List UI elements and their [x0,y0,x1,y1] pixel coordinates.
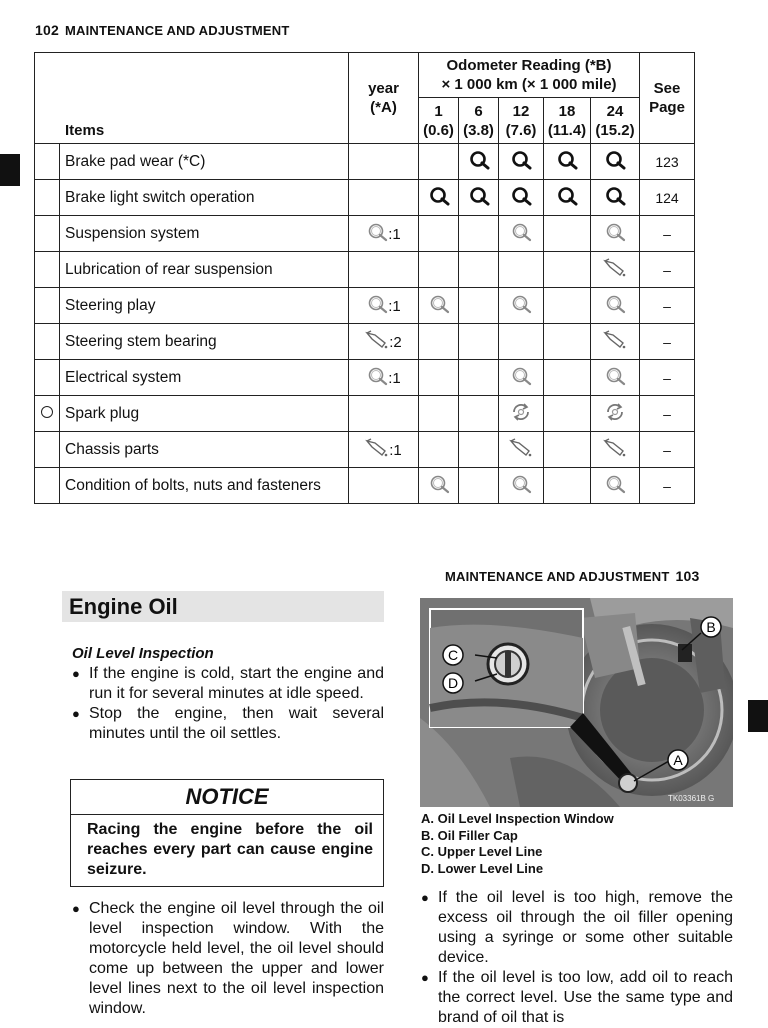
table-row [35,216,695,252]
thumb-tab-right [748,700,768,732]
interval-cell-2 [459,288,499,324]
label-a-text: A [673,752,683,768]
interval-cell-2 [459,144,499,180]
interval-cell-5 [591,432,640,468]
interval-cell-4 [544,216,591,252]
year-interval: :1 [388,369,401,387]
interval-cell-4 [544,324,591,360]
see-page-cell: – [640,396,695,432]
inspect-icon [510,366,532,386]
inspect-bold-icon [468,150,490,170]
year-header-text: year (*A) [368,80,399,116]
interval-cell-3 [499,180,544,216]
inspect-icon [510,294,532,314]
interval-cell-2 [459,324,499,360]
interval-km: 18 [558,102,576,120]
year-interval: :2 [389,333,402,351]
table-row [35,288,695,324]
interval-km: 24 [606,102,624,120]
table-row [35,468,695,504]
table-row [35,252,695,288]
row-marker-cell [35,324,60,360]
year-cell [349,216,419,252]
interval-mile: (0.6) [423,121,454,139]
interval-cell-3 [499,216,544,252]
see-page-cell: – [640,288,695,324]
row-marker-cell [35,396,60,432]
step-item: ● Check the engine oil level through the oil level inspection window. With the motorcycle held level, the oil level should come up between the upper and lower level lines next to the oil level inspection window. [72,899,384,1019]
running-title-bottom: MAINTENANCE AND ADJUSTMENT [445,569,670,584]
interval-cell-4 [544,144,591,180]
label-d-text: D [447,675,459,691]
inspect-bold-icon [510,186,532,206]
interval-cell-3 [499,252,544,288]
see-page-text: See Page [649,80,685,116]
interval-cell-2 [459,432,499,468]
see-page-cell: – [640,252,695,288]
item-name: Brake light switch operation [60,180,349,216]
item-name: Chassis parts [60,432,349,468]
interval-cell-1 [419,216,459,252]
interval-cell-1 [419,468,459,504]
table-row [35,324,695,360]
interval-km: 1 [434,102,443,120]
item-name: Suspension system [60,216,349,252]
interval-mile: (11.4) [547,121,587,139]
interval-cell-5 [591,252,640,288]
interval-cell-4 [544,396,591,432]
interval-cell-1 [419,360,459,396]
interval-km: 12 [512,102,530,120]
table-row [35,396,695,432]
table-row [35,180,695,216]
running-title-top: MAINTENANCE AND ADJUSTMENT [64,23,290,38]
interval-cell-3 [499,288,544,324]
lubricate-icon [603,258,627,278]
notice-box [70,779,384,887]
interval-cell-5 [591,216,640,252]
interval-header-5 [591,98,640,144]
page-number-top: 102 [35,22,59,38]
interval-cell-3 [499,396,544,432]
caption-item: A. Oil Level Inspection Window [421,811,614,826]
odometer-unit: × 1 000 km (× 1 000 mile) [441,76,617,93]
maintenance-table [34,52,695,504]
year-header [349,53,419,144]
year-cell [349,360,419,396]
inspect-bold-icon [510,150,532,170]
inspect-icon [604,474,626,494]
interval-cell-1 [419,324,459,360]
interval-cell-1 [419,432,459,468]
interval-cell-5 [591,324,640,360]
page-number-bottom: 103 [675,568,700,584]
year-interval: :1 [388,297,401,315]
engine-photo-illustration [420,598,733,807]
lubricate-icon [603,438,627,458]
interval-cell-4 [544,360,591,396]
item-name: Spark plug [60,396,349,432]
row-marker-cell [35,180,60,216]
interval-header-3 [499,98,544,144]
items-header: Items [35,53,349,144]
caption-item: B. Oil Filler Cap [421,827,518,843]
inspect-icon [604,222,626,242]
label-b-text: B [706,619,716,635]
step-item: ● If the oil level is too high, remove the excess oil through the oil filler opening using a syringe or some other suitable device. [421,888,733,968]
photo-label-c [443,645,463,665]
interval-cell-4 [544,432,591,468]
interval-cell-5 [591,180,640,216]
interval-cell-4 [544,288,591,324]
interval-cell-4 [544,180,591,216]
see-page-cell: 123 [640,144,695,180]
row-marker-cell [35,144,60,180]
see-page-header [640,53,695,144]
photo-label-a [668,750,688,770]
label-c-text: C [447,647,459,663]
inspect-icon [428,474,450,494]
interval-cell-3 [499,144,544,180]
inspect-bold-icon [604,150,626,170]
oil-level-photo [420,598,733,807]
see-page-cell: – [640,324,695,360]
interval-mile: (15.2) [595,121,635,139]
lubricate-icon [603,330,627,350]
interval-cell-3 [499,324,544,360]
check-steps-list [72,899,384,1019]
table-row [35,432,695,468]
item-name: Lubrication of rear suspension [60,252,349,288]
year-interval: :1 [389,441,402,459]
interval-cell-4 [544,252,591,288]
interval-cell-3 [499,360,544,396]
interval-cell-2 [459,216,499,252]
interval-cell-1 [419,288,459,324]
lubricate-icon [365,438,389,458]
row-marker-cell [35,360,60,396]
replace-icon [604,402,626,422]
interval-km: 6 [474,102,483,120]
interval-cell-5 [591,360,640,396]
item-name: Condition of bolts, nuts and fasteners [60,468,349,504]
year-cell [349,288,419,324]
inspect-bold-icon [428,186,450,206]
inspect-icon [604,366,626,386]
inspect-bold-icon [556,186,578,206]
inspect-icon [366,366,388,386]
interval-cell-5 [591,288,640,324]
photo-captions [421,811,614,877]
running-header-top [35,22,289,38]
replace-icon [510,402,532,422]
running-header-bottom [445,568,699,584]
year-cell [349,180,419,216]
odometer-header [419,53,640,98]
notice-body: Racing the engine before the oil reaches every part can cause engine seizure. [87,821,373,878]
inspect-bold-icon [556,150,578,170]
inspect-bold-icon [468,186,490,206]
year-cell [349,252,419,288]
interval-cell-2 [459,252,499,288]
section-title: Engine Oil [62,591,384,622]
interval-cell-2 [459,396,499,432]
odometer-label: Odometer Reading (*B) [446,57,612,74]
year-cell [349,144,419,180]
year-cell [349,468,419,504]
inspect-icon [510,474,532,494]
step-item: ● Stop the engine, then wait several minutes until the oil settles. [72,704,384,744]
see-page-cell: – [640,432,695,468]
year-interval: :1 [388,225,401,243]
interval-header-4 [544,98,591,144]
see-page-cell: – [640,468,695,504]
inspect-icon [366,294,388,314]
step-item: ● If the oil level is too low, add oil to reach the correct level. Use the same type and brand of oil that is [421,968,733,1028]
subheading: Oil Level Inspection [72,645,214,662]
see-page-cell: 124 [640,180,695,216]
interval-cell-1 [419,252,459,288]
interval-mile: (7.6) [505,121,537,139]
right-steps-list [421,888,733,1028]
row-marker-cell [35,288,60,324]
row-marker-cell [35,432,60,468]
interval-cell-1 [419,396,459,432]
item-name: Electrical system [60,360,349,396]
interval-cell-2 [459,468,499,504]
table-row [35,144,695,180]
notice-title: NOTICE [71,780,383,815]
item-name: Steering play [60,288,349,324]
photo-code: TK03361B G [668,794,715,803]
interval-cell-3 [499,468,544,504]
inspect-icon [604,294,626,314]
lubricate-icon [365,330,389,350]
lubricate-icon [509,438,533,458]
interval-cell-5 [591,396,640,432]
item-name: Steering stem bearing [60,324,349,360]
caption-item: C. Upper Level Line [421,844,543,859]
interval-header-1 [419,98,459,144]
row-marker-cell [35,252,60,288]
caption-item: D. Lower Level Line [421,860,544,876]
year-cell [349,396,419,432]
year-cell [349,324,419,360]
inspect-icon [428,294,450,314]
table-row [35,360,695,396]
photo-label-b [701,617,721,637]
interval-cell-1 [419,144,459,180]
row-marker-cell [35,216,60,252]
see-page-cell: – [640,360,695,396]
interval-cell-1 [419,180,459,216]
inspect-bold-icon [604,186,626,206]
steps-list [72,664,384,744]
circle-icon [41,406,53,418]
interval-header-2 [459,98,499,144]
interval-mile: (3.8) [463,121,494,139]
step-item: ● If the engine is cold, start the engine and run it for several minutes at idle speed. [72,664,384,704]
interval-cell-3 [499,432,544,468]
thumb-tab-left [0,154,20,186]
interval-cell-5 [591,468,640,504]
interval-cell-4 [544,468,591,504]
inspect-icon [366,222,388,242]
row-marker-cell [35,468,60,504]
year-cell [349,432,419,468]
photo-label-d [443,673,463,693]
item-name: Brake pad wear (*C) [60,144,349,180]
see-page-cell: – [640,216,695,252]
interval-cell-5 [591,144,640,180]
interval-cell-2 [459,180,499,216]
interval-cell-2 [459,360,499,396]
inspect-icon [510,222,532,242]
